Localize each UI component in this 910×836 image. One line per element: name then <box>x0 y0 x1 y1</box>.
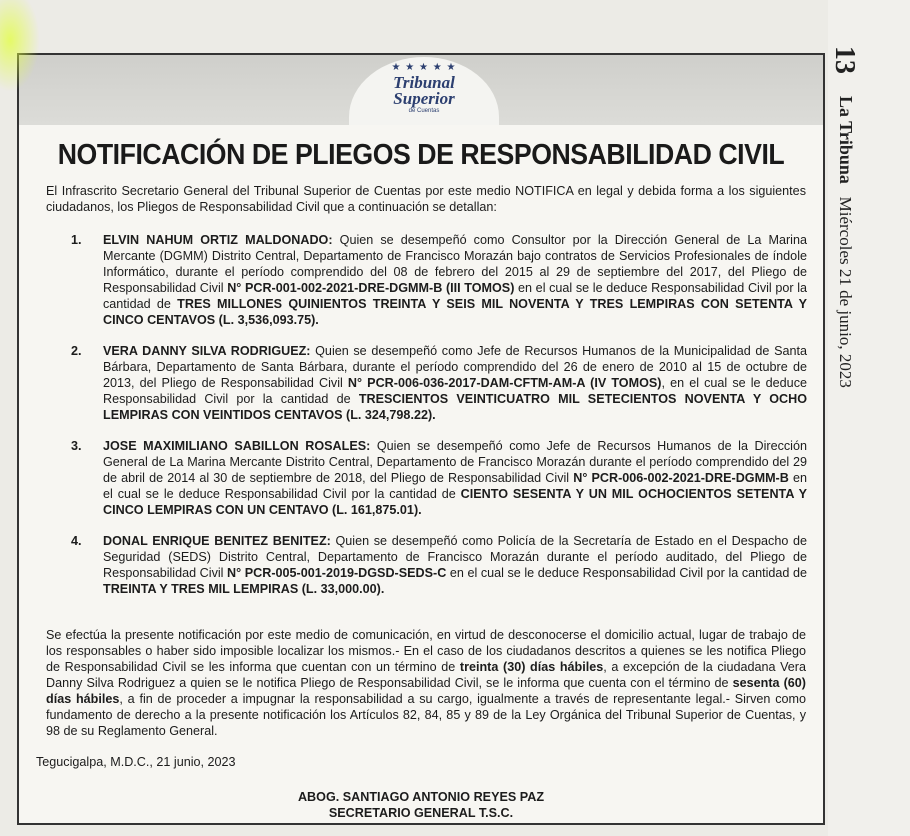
list-item <box>47 232 807 328</box>
amount: TREINTA Y TRES MIL LEMPIRAS (L. 33,000.00). <box>103 582 385 596</box>
person-name: JOSE MAXIMILIANO SABILLON ROSALES: <box>103 439 371 453</box>
list-item <box>47 343 807 423</box>
item-number: 1. <box>71 233 82 247</box>
item-number: 3. <box>71 439 82 453</box>
list-item <box>47 533 807 597</box>
pliego-number: N° PCR-005-001-2019-DGSD-SEDS-C <box>227 566 447 580</box>
logo-line3: de Cuentas <box>408 108 440 114</box>
highlighter-mark <box>0 0 40 92</box>
logo-line1: Tribunal <box>393 73 455 92</box>
item-text: Quien se desempeñó como Jefe de Recursos Humanos de la Municipalidad de Santa Bárbara, Departamento de Santa Bárbara, durante el período comprendido del 26 de enero de 2010 al 15 de octubre de 2013, del Pliego de Responsabilidad Civil <box>103 344 807 390</box>
item-text: , en el cual se le deduce Responsabilidad Civil por la cantidad de <box>103 376 807 406</box>
signatory-name: ABOG. SANTIAGO ANTONIO REYES PAZ <box>297 790 545 804</box>
logo-line2: Superior <box>393 89 455 108</box>
place-date: Tegucigalpa, M.D.C., 21 junio, 2023 <box>36 755 236 769</box>
person-name: DONAL ENRIQUE BENITEZ BENITEZ: <box>103 534 331 548</box>
intro-paragraph: El Infrascrito Secretario General del Tribunal Superior de Cuentas por este medio NOTIFICA en legal y debida forma a los siguientes ciudadanos, los Pliegos de Responsabilidad Civil que a continuación se detallan: <box>46 184 806 214</box>
legal-notice <box>17 53 825 825</box>
item-number: 2. <box>71 344 82 358</box>
closing-text: , a fin de proceder a impugnar la responsabilidad a su cargo, igualmente a través de representante legal.- Sirven como fundamento de derecho a la presente notificación los Artículos 82, 84, 85 y 89 de la Ley Orgánica del Tribunal Superior de Cuentas, y 98 de su Reglamento General. <box>46 692 806 738</box>
signatory-role: SECRETARIO GENERAL T.S.C. <box>328 806 514 820</box>
item-text: Quien se desempeñó como Consultor por la Dirección General de La Marina Mercante (DGMM) Distrito Central, Departamento de Francisco Morazán bajo contratos de Servicios Profesionales de índole Informático, durante el período comprendido del 08 de febrero del 2015 al 29 de septiembre del 2017, del Pliego de Responsabilidad Civil <box>103 233 807 295</box>
list-item <box>47 438 807 518</box>
item-text: Quien se desempeñó como Jefe de Recursos Humanos de la Dirección General de La Marina Mercante Distrito Central, Departamento de Francisco Morazán durante el período comprendido del 29 de abril de 2014 al 30 de septiembre de 2018, del Pliego de Responsabilidad Civil <box>103 439 807 485</box>
closing-text: Se efectúa la presente notificación por este medio de comunicación, en virtud de desconocerse el domicilio actual, lugar de trabajo de los responsables o haber sido imposible localizar los mismos.- En el caso de los ciudadanos descritos a quienes se les notifica Pliego de Responsabilidad Civil se les informa que cuentan con un término de <box>46 628 806 674</box>
closing-text: , a excepción de la ciudadana Vera Danny Silva Rodriguez a quien se le notifica Pliego de Responsabilidad Civil, se le informa que cuenta con el término de <box>46 660 807 690</box>
notified-list <box>47 232 807 612</box>
item-text: en el cual se le deduce Responsabilidad Civil por la cantidad de <box>103 471 808 501</box>
newspaper-dateline <box>835 96 856 388</box>
amount: CIENTO SESENTA Y UN MIL OCHOCIENTOS SETENTA Y CINCO LEMPIRAS CON UN CENTAVO (L. 161,875.01). <box>103 487 808 517</box>
amount: TRES MILLONES QUINIENTOS TREINTA Y SEIS MIL NOVENTA Y TRES LEMPIRAS CON SETENTA Y CINCO CENTAVOS (L. 3,536,093.75). <box>103 297 807 327</box>
pliego-number: N° PCR-006-036-2017-DAM-CFTM-AM-A (IV TOMOS) <box>347 376 662 390</box>
person-name: ELVIN NAHUM ORTIZ MALDONADO: <box>103 233 333 247</box>
term-60-days: sesenta (60) días hábiles <box>46 676 806 706</box>
item-number: 4. <box>71 534 82 548</box>
pliego-number: N° PCR-006-002-2021-DRE-DGMM-B <box>573 471 789 485</box>
signature-block <box>19 789 823 821</box>
term-30-days: treinta (30) días hábiles <box>459 660 604 674</box>
closing-paragraph <box>46 627 806 739</box>
item-text: Quien se desempeñó como Policía de la Secretaría de Estado en el Despacho de Seguridad (SEDS) Distrito Central, Departamento de Francisco Morazán durante el período auditado, del Pliego de Responsabilidad Civil <box>103 534 807 580</box>
newspaper-date: Miércoles 21 de junio, 2023 <box>836 196 855 388</box>
person-name: VERA DANNY SILVA RODRIGUEZ: <box>103 344 311 358</box>
page-number: 13 <box>829 46 860 74</box>
tsc-logo <box>349 57 499 125</box>
newspaper-name: La Tribuna <box>836 96 856 184</box>
amount: TRESCIENTOS VEINTICUATRO MIL SETECIENTOS NOVENTA Y OCHO LEMPIRAS CON VEINTIDOS CENTAVOS (L. 324,798.22). <box>103 392 807 422</box>
item-text: en el cual se le deduce Responsabilidad Civil por la cantidad de <box>446 566 808 580</box>
item-text: en el cual se le deduce Responsabilidad Civil por la cantidad de <box>103 281 808 311</box>
stars-icon: ★ ★ ★ ★ ★ <box>391 62 457 73</box>
notice-title: NOTIFICACIÓN DE PLIEGOS DE RESPONSABILIDAD CIVIL <box>57 139 785 171</box>
pliego-number: N° PCR-001-002-2021-DRE-DGMM-B (III TOMOS) <box>227 281 515 295</box>
